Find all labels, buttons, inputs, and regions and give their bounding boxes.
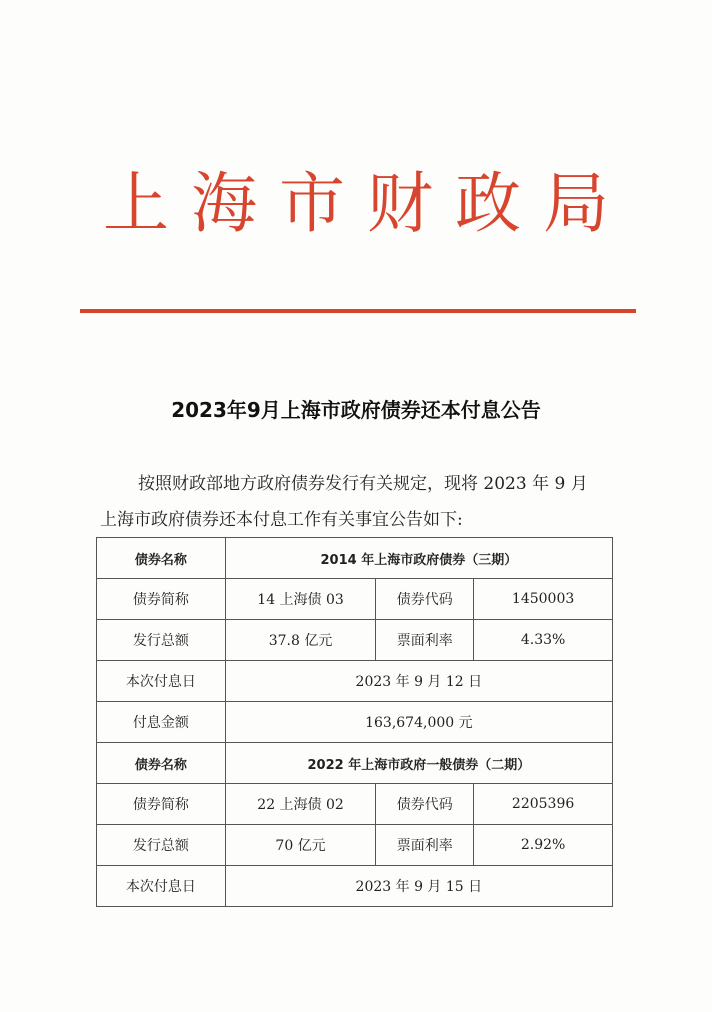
coupon-label: 票面利率	[376, 620, 474, 661]
payment-amount-label: 付息金额	[97, 702, 226, 743]
coupon-value: 2.92%	[474, 825, 613, 866]
table-row	[97, 866, 613, 907]
coupon-value: 4.33%	[474, 620, 613, 661]
payment-date-label: 本次付息日	[97, 866, 226, 907]
payment-amount-value: 163,674,000 元	[225, 702, 612, 743]
table-row	[97, 784, 613, 825]
table-row	[97, 743, 613, 784]
table-row	[97, 825, 613, 866]
bond-name-label: 债券名称	[97, 538, 226, 579]
table-row	[97, 579, 613, 620]
table-row	[97, 538, 613, 579]
bond-name-value: 2014 年上海市政府债券（三期）	[225, 538, 612, 579]
table-row	[97, 620, 613, 661]
short-name-label: 债券简称	[97, 784, 226, 825]
code-value: 1450003	[474, 579, 613, 620]
code-label: 债券代码	[376, 579, 474, 620]
table-row	[97, 661, 613, 702]
code-label: 债券代码	[376, 784, 474, 825]
coupon-label: 票面利率	[376, 825, 474, 866]
issue-amount-value: 37.8 亿元	[225, 620, 376, 661]
table-row	[97, 702, 613, 743]
payment-date-label: 本次付息日	[97, 661, 226, 702]
bond-table	[96, 537, 613, 907]
letterhead-divider	[80, 309, 636, 313]
code-value: 2205396	[474, 784, 613, 825]
issue-amount-value: 70 亿元	[225, 825, 376, 866]
intro-paragraph	[100, 466, 620, 538]
payment-date-value: 2023 年 9 月 15 日	[225, 866, 612, 907]
bond-name-label: 债券名称	[97, 743, 226, 784]
short-name-value: 14 上海债 03	[225, 579, 376, 620]
issue-amount-label: 发行总额	[97, 825, 226, 866]
payment-date-value: 2023 年 9 月 12 日	[225, 661, 612, 702]
intro-line-1: 按照财政部地方政府债券发行有关规定，现将 2023 年 9 月	[138, 474, 588, 494]
letterhead-title: 上海市财政局	[103, 165, 631, 242]
short-name-label: 债券简称	[97, 579, 226, 620]
issue-amount-label: 发行总额	[97, 620, 226, 661]
announcement-title: 2023年9月上海市政府债券还本付息公告	[171, 398, 541, 422]
intro-line-2: 上海市政府债券还本付息工作有关事宜公告如下:	[100, 510, 463, 530]
short-name-value: 22 上海债 02	[225, 784, 376, 825]
bond-name-value: 2022 年上海市政府一般债券（二期）	[225, 743, 612, 784]
